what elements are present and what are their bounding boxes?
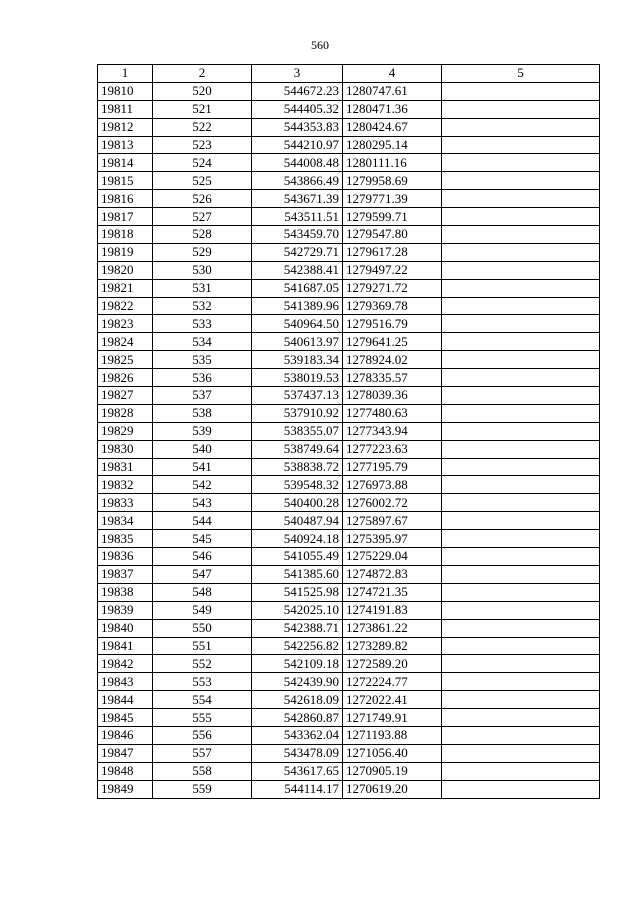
cell-x-coordinate: 544114.17 [252, 780, 343, 798]
cell-id: 19814 [98, 154, 153, 172]
cell-x-coordinate: 543671.39 [252, 190, 343, 208]
cell-note [442, 762, 600, 780]
cell-y-coordinate: 1272589.20 [343, 655, 442, 673]
cell-y-coordinate: 1280747.61 [343, 82, 442, 100]
cell-x-coordinate: 543511.51 [252, 208, 343, 226]
table-row [98, 172, 600, 190]
table-row [98, 351, 600, 369]
cell-id: 19812 [98, 118, 153, 136]
cell-id: 19815 [98, 172, 153, 190]
cell-point-number: 527 [153, 208, 252, 226]
cell-point-number: 551 [153, 637, 252, 655]
cell-x-coordinate: 540613.97 [252, 333, 343, 351]
table-row [98, 190, 600, 208]
cell-y-coordinate: 1270619.20 [343, 780, 442, 798]
cell-id: 19829 [98, 422, 153, 440]
cell-point-number: 534 [153, 333, 252, 351]
cell-point-number: 550 [153, 619, 252, 637]
cell-point-number: 523 [153, 136, 252, 154]
cell-x-coordinate: 544672.23 [252, 82, 343, 100]
cell-y-coordinate: 1276973.88 [343, 476, 442, 494]
cell-point-number: 539 [153, 422, 252, 440]
cell-point-number: 529 [153, 243, 252, 261]
cell-id: 19825 [98, 351, 153, 369]
cell-note [442, 351, 600, 369]
cell-note [442, 243, 600, 261]
cell-note [442, 780, 600, 798]
cell-id: 19828 [98, 404, 153, 422]
cell-point-number: 525 [153, 172, 252, 190]
cell-note [442, 404, 600, 422]
table-row [98, 744, 600, 762]
table-row [98, 601, 600, 619]
cell-y-coordinate: 1279369.78 [343, 297, 442, 315]
cell-note [442, 82, 600, 100]
cell-y-coordinate: 1278335.57 [343, 369, 442, 387]
coordinates-table [97, 64, 600, 799]
cell-point-number: 559 [153, 780, 252, 798]
cell-x-coordinate: 543866.49 [252, 172, 343, 190]
cell-note [442, 565, 600, 583]
cell-id: 19820 [98, 261, 153, 279]
cell-id: 19832 [98, 476, 153, 494]
cell-x-coordinate: 541687.05 [252, 279, 343, 297]
cell-note [442, 369, 600, 387]
cell-point-number: 522 [153, 118, 252, 136]
table-row [98, 440, 600, 458]
page-number: 560 [311, 38, 329, 52]
cell-note [442, 530, 600, 548]
cell-point-number: 546 [153, 548, 252, 566]
table-row [98, 619, 600, 637]
cell-point-number: 543 [153, 494, 252, 512]
cell-y-coordinate: 1280295.14 [343, 136, 442, 154]
cell-y-coordinate: 1273861.22 [343, 619, 442, 637]
cell-id: 19846 [98, 726, 153, 744]
table-row [98, 655, 600, 673]
cell-point-number: 544 [153, 512, 252, 530]
cell-x-coordinate: 541385.60 [252, 565, 343, 583]
table-row [98, 637, 600, 655]
cell-y-coordinate: 1275229.04 [343, 548, 442, 566]
cell-note [442, 709, 600, 727]
cell-point-number: 558 [153, 762, 252, 780]
cell-x-coordinate: 539183.34 [252, 351, 343, 369]
table-row [98, 208, 600, 226]
cell-note [442, 637, 600, 655]
cell-id: 19842 [98, 655, 153, 673]
cell-point-number: 549 [153, 601, 252, 619]
table-row [98, 476, 600, 494]
cell-y-coordinate: 1273289.82 [343, 637, 442, 655]
cell-x-coordinate: 541525.98 [252, 583, 343, 601]
cell-note [442, 440, 600, 458]
cell-point-number: 542 [153, 476, 252, 494]
cell-y-coordinate: 1279617.28 [343, 243, 442, 261]
cell-id: 19817 [98, 208, 153, 226]
cell-note [442, 154, 600, 172]
cell-note [442, 136, 600, 154]
cell-note [442, 422, 600, 440]
header-row [98, 65, 600, 83]
cell-x-coordinate: 544210.97 [252, 136, 343, 154]
table-row [98, 404, 600, 422]
cell-id: 19844 [98, 691, 153, 709]
cell-id: 19833 [98, 494, 153, 512]
cell-y-coordinate: 1278039.36 [343, 387, 442, 405]
table-row [98, 458, 600, 476]
cell-x-coordinate: 544405.32 [252, 100, 343, 118]
cell-point-number: 537 [153, 387, 252, 405]
cell-id: 19827 [98, 387, 153, 405]
table-row [98, 673, 600, 691]
cell-y-coordinate: 1275395.97 [343, 530, 442, 548]
cell-id: 19821 [98, 279, 153, 297]
column-header-2: 2 [153, 65, 252, 83]
cell-x-coordinate: 537437.13 [252, 387, 343, 405]
cell-point-number: 520 [153, 82, 252, 100]
cell-note [442, 172, 600, 190]
cell-id: 19816 [98, 190, 153, 208]
cell-point-number: 532 [153, 297, 252, 315]
cell-note [442, 744, 600, 762]
column-header-4: 4 [343, 65, 442, 83]
cell-y-coordinate: 1278924.02 [343, 351, 442, 369]
cell-point-number: 538 [153, 404, 252, 422]
cell-id: 19830 [98, 440, 153, 458]
cell-point-number: 531 [153, 279, 252, 297]
cell-id: 19824 [98, 333, 153, 351]
cell-y-coordinate: 1279599.71 [343, 208, 442, 226]
table-header [98, 65, 600, 83]
cell-y-coordinate: 1279641.25 [343, 333, 442, 351]
cell-point-number: 556 [153, 726, 252, 744]
cell-x-coordinate: 542729.71 [252, 243, 343, 261]
cell-id: 19826 [98, 369, 153, 387]
cell-note [442, 548, 600, 566]
cell-x-coordinate: 542025.10 [252, 601, 343, 619]
cell-y-coordinate: 1280424.67 [343, 118, 442, 136]
cell-x-coordinate: 538019.53 [252, 369, 343, 387]
cell-y-coordinate: 1280471.36 [343, 100, 442, 118]
table-row [98, 82, 600, 100]
cell-x-coordinate: 542439.90 [252, 673, 343, 691]
cell-note [442, 118, 600, 136]
cell-point-number: 536 [153, 369, 252, 387]
cell-point-number: 545 [153, 530, 252, 548]
cell-id: 19811 [98, 100, 153, 118]
cell-id: 19810 [98, 82, 153, 100]
cell-point-number: 548 [153, 583, 252, 601]
cell-x-coordinate: 540400.28 [252, 494, 343, 512]
cell-id: 19836 [98, 548, 153, 566]
cell-id: 19841 [98, 637, 153, 655]
table-row [98, 118, 600, 136]
cell-id: 19839 [98, 601, 153, 619]
cell-y-coordinate: 1279516.79 [343, 315, 442, 333]
cell-y-coordinate: 1271749.91 [343, 709, 442, 727]
cell-x-coordinate: 541389.96 [252, 297, 343, 315]
cell-x-coordinate: 539548.32 [252, 476, 343, 494]
table-row [98, 315, 600, 333]
cell-x-coordinate: 538838.72 [252, 458, 343, 476]
cell-y-coordinate: 1275897.67 [343, 512, 442, 530]
cell-id: 19823 [98, 315, 153, 333]
cell-y-coordinate: 1277195.79 [343, 458, 442, 476]
table-body [98, 82, 600, 798]
table-row [98, 226, 600, 244]
cell-id: 19849 [98, 780, 153, 798]
cell-note [442, 208, 600, 226]
table-row [98, 548, 600, 566]
cell-point-number: 541 [153, 458, 252, 476]
cell-x-coordinate: 542860.87 [252, 709, 343, 727]
cell-y-coordinate: 1272224.77 [343, 673, 442, 691]
cell-point-number: 530 [153, 261, 252, 279]
cell-point-number: 555 [153, 709, 252, 727]
cell-note [442, 494, 600, 512]
cell-id: 19835 [98, 530, 153, 548]
cell-note [442, 601, 600, 619]
table-row [98, 136, 600, 154]
cell-y-coordinate: 1279497.22 [343, 261, 442, 279]
table-row [98, 369, 600, 387]
cell-id: 19843 [98, 673, 153, 691]
cell-x-coordinate: 542388.41 [252, 261, 343, 279]
cell-y-coordinate: 1272022.41 [343, 691, 442, 709]
cell-note [442, 655, 600, 673]
cell-point-number: 528 [153, 226, 252, 244]
cell-note [442, 100, 600, 118]
cell-note [442, 226, 600, 244]
cell-x-coordinate: 543617.65 [252, 762, 343, 780]
table-row [98, 387, 600, 405]
table-row [98, 762, 600, 780]
cell-x-coordinate: 542388.71 [252, 619, 343, 637]
cell-x-coordinate: 540487.94 [252, 512, 343, 530]
cell-y-coordinate: 1276002.72 [343, 494, 442, 512]
cell-x-coordinate: 538749.64 [252, 440, 343, 458]
cell-x-coordinate: 537910.92 [252, 404, 343, 422]
column-header-1: 1 [98, 65, 153, 83]
cell-x-coordinate: 544353.83 [252, 118, 343, 136]
table-row [98, 726, 600, 744]
column-header-5: 5 [442, 65, 600, 83]
cell-note [442, 512, 600, 530]
cell-x-coordinate: 543478.09 [252, 744, 343, 762]
cell-point-number: 524 [153, 154, 252, 172]
cell-point-number: 533 [153, 315, 252, 333]
cell-x-coordinate: 540964.50 [252, 315, 343, 333]
cell-point-number: 547 [153, 565, 252, 583]
cell-id: 19813 [98, 136, 153, 154]
table-row [98, 780, 600, 798]
table-row [98, 494, 600, 512]
cell-note [442, 726, 600, 744]
cell-x-coordinate: 541055.49 [252, 548, 343, 566]
cell-id: 19837 [98, 565, 153, 583]
cell-point-number: 552 [153, 655, 252, 673]
cell-y-coordinate: 1271193.88 [343, 726, 442, 744]
cell-id: 19845 [98, 709, 153, 727]
cell-y-coordinate: 1279547.80 [343, 226, 442, 244]
cell-note [442, 190, 600, 208]
cell-note [442, 619, 600, 637]
table-row [98, 333, 600, 351]
cell-y-coordinate: 1274872.83 [343, 565, 442, 583]
table-row [98, 100, 600, 118]
cell-x-coordinate: 543362.04 [252, 726, 343, 744]
cell-y-coordinate: 1277223.63 [343, 440, 442, 458]
table-row [98, 243, 600, 261]
cell-x-coordinate: 544008.48 [252, 154, 343, 172]
cell-id: 19838 [98, 583, 153, 601]
cell-note [442, 673, 600, 691]
cell-note [442, 297, 600, 315]
cell-x-coordinate: 542618.09 [252, 691, 343, 709]
cell-y-coordinate: 1274721.35 [343, 583, 442, 601]
cell-y-coordinate: 1274191.83 [343, 601, 442, 619]
cell-point-number: 535 [153, 351, 252, 369]
column-header-3: 3 [252, 65, 343, 83]
table-row [98, 512, 600, 530]
cell-id: 19848 [98, 762, 153, 780]
cell-id: 19822 [98, 297, 153, 315]
cell-note [442, 261, 600, 279]
cell-x-coordinate: 540924.18 [252, 530, 343, 548]
cell-y-coordinate: 1279771.39 [343, 190, 442, 208]
table-row [98, 709, 600, 727]
cell-point-number: 526 [153, 190, 252, 208]
cell-id: 19840 [98, 619, 153, 637]
table-row [98, 583, 600, 601]
cell-id: 19831 [98, 458, 153, 476]
cell-x-coordinate: 542109.18 [252, 655, 343, 673]
cell-point-number: 521 [153, 100, 252, 118]
cell-note [442, 476, 600, 494]
cell-x-coordinate: 538355.07 [252, 422, 343, 440]
cell-x-coordinate: 543459.70 [252, 226, 343, 244]
table-row [98, 422, 600, 440]
cell-y-coordinate: 1279958.69 [343, 172, 442, 190]
cell-point-number: 554 [153, 691, 252, 709]
table-row [98, 279, 600, 297]
cell-y-coordinate: 1277343.94 [343, 422, 442, 440]
cell-y-coordinate: 1271056.40 [343, 744, 442, 762]
table-row [98, 297, 600, 315]
cell-note [442, 387, 600, 405]
table-row [98, 691, 600, 709]
cell-id: 19847 [98, 744, 153, 762]
cell-note [442, 458, 600, 476]
cell-note [442, 583, 600, 601]
cell-y-coordinate: 1270905.19 [343, 762, 442, 780]
cell-id: 19834 [98, 512, 153, 530]
cell-id: 19819 [98, 243, 153, 261]
cell-note [442, 333, 600, 351]
table-row [98, 530, 600, 548]
cell-point-number: 540 [153, 440, 252, 458]
cell-note [442, 315, 600, 333]
cell-x-coordinate: 542256.82 [252, 637, 343, 655]
cell-y-coordinate: 1279271.72 [343, 279, 442, 297]
table-row [98, 261, 600, 279]
cell-y-coordinate: 1277480.63 [343, 404, 442, 422]
cell-point-number: 553 [153, 673, 252, 691]
table-row [98, 154, 600, 172]
table-row [98, 565, 600, 583]
cell-y-coordinate: 1280111.16 [343, 154, 442, 172]
cell-point-number: 557 [153, 744, 252, 762]
cell-id: 19818 [98, 226, 153, 244]
cell-note [442, 279, 600, 297]
cell-note [442, 691, 600, 709]
